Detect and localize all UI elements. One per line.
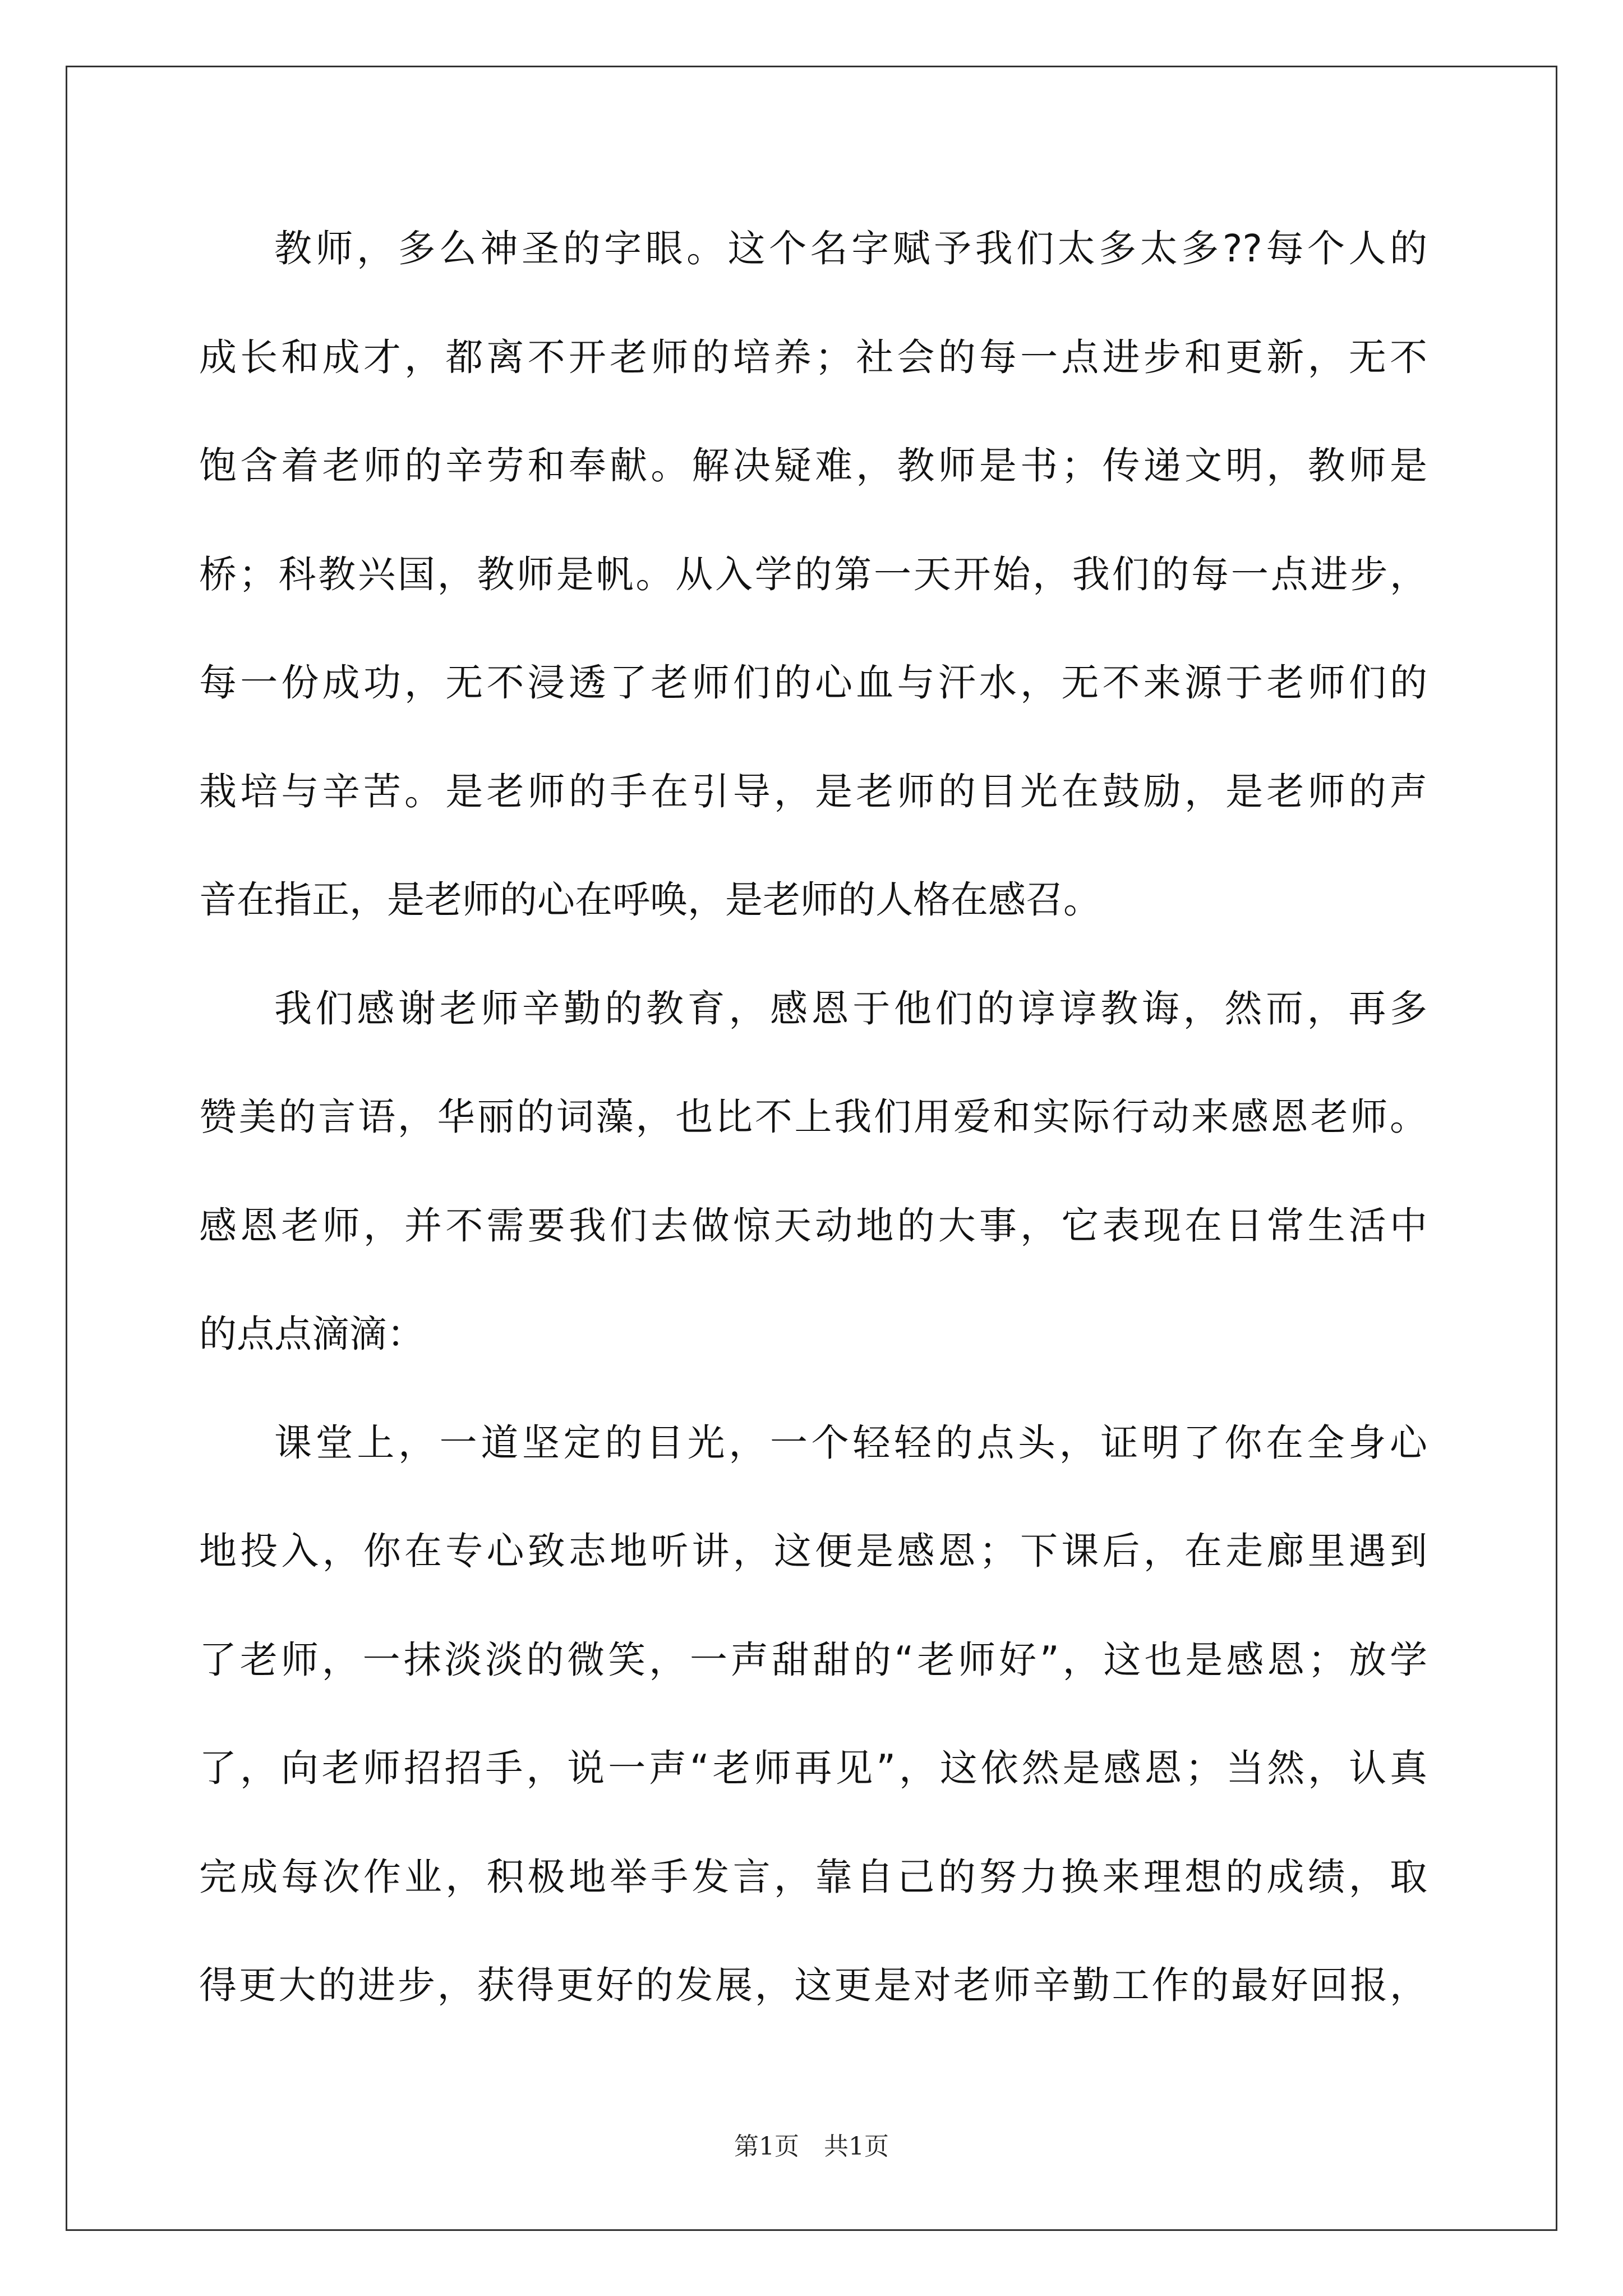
document-body — [199, 212, 1427, 2058]
paragraph-1-line-6: 栽培与辛苦。是老师的手在引导，是老师的目光在鼓励，是老师的声 — [199, 769, 1427, 813]
paragraph-1-line-5: 每一份成功，无不浸透了老师们的心血与汗水，无不来源于老师们的 — [199, 661, 1427, 705]
paragraph-3-line-1: 课堂上，一道坚定的目光，一个轻轻的点头，证明了你在全身心 — [274, 1420, 1427, 1465]
paragraph-1-line-2: 成长和成才，都离不开老师的培养；社会的每一点进步和更新，无不 — [199, 335, 1427, 379]
page-number-total: 共1页 — [824, 2132, 889, 2161]
page-number-current: 第1页 — [734, 2132, 799, 2161]
paragraph-1-line-7: 音在指正，是老师的心在呼唤，是老师的人格在感召。 — [199, 878, 1101, 922]
paragraph-2-line-4: 的点点滴滴： — [199, 1312, 425, 1356]
paragraph-1-line-1: 教师，多么神圣的字眼。这个名字赋予我们太多太多??每个人的 — [274, 227, 1427, 270]
paragraph-3-line-6: 得更大的进步，获得更好的发展，这更是对老师辛勤工作的最好回报， — [199, 1963, 1427, 2007]
paragraph-3-line-3: 了老师，一抹淡淡的微笑，一声甜甜的“老师好”，这也是感恩；放学 — [199, 1637, 1427, 1682]
paragraph-3-line-4: 了，向老师招招手，说一声“老师再见”，这依然是感恩；当然，认真 — [199, 1746, 1427, 1790]
paragraph-1-line-4: 桥；科教兴国，教师是帆。从入学的第一天开始，我们的每一点进步， — [199, 552, 1427, 596]
paragraph-2-line-2: 赞美的言语，华丽的词藻，也比不上我们用爱和实际行动来感恩老师。 — [199, 1095, 1427, 1139]
paragraph-2-line-1: 我们感谢老师辛勤的教育，感恩于他们的谆谆教诲，然而，再多 — [274, 986, 1427, 1030]
paragraph-2-line-3: 感恩老师，并不需要我们去做惊天动地的大事，它表现在日常生活中 — [199, 1203, 1427, 1248]
paragraph-3-line-5: 完成每次作业，积极地举手发言，靠自己的努力换来理想的成绩，取 — [199, 1855, 1427, 1899]
page-footer — [0, 2126, 1623, 2162]
paragraph-3-line-2: 地投入，你在专心致志地听讲，这便是感恩；下课后，在走廊里遇到 — [199, 1529, 1427, 1573]
paragraph-1-line-3: 饱含着老师的辛劳和奉献。解决疑难，教师是书；传递文明，教师是 — [199, 444, 1427, 487]
